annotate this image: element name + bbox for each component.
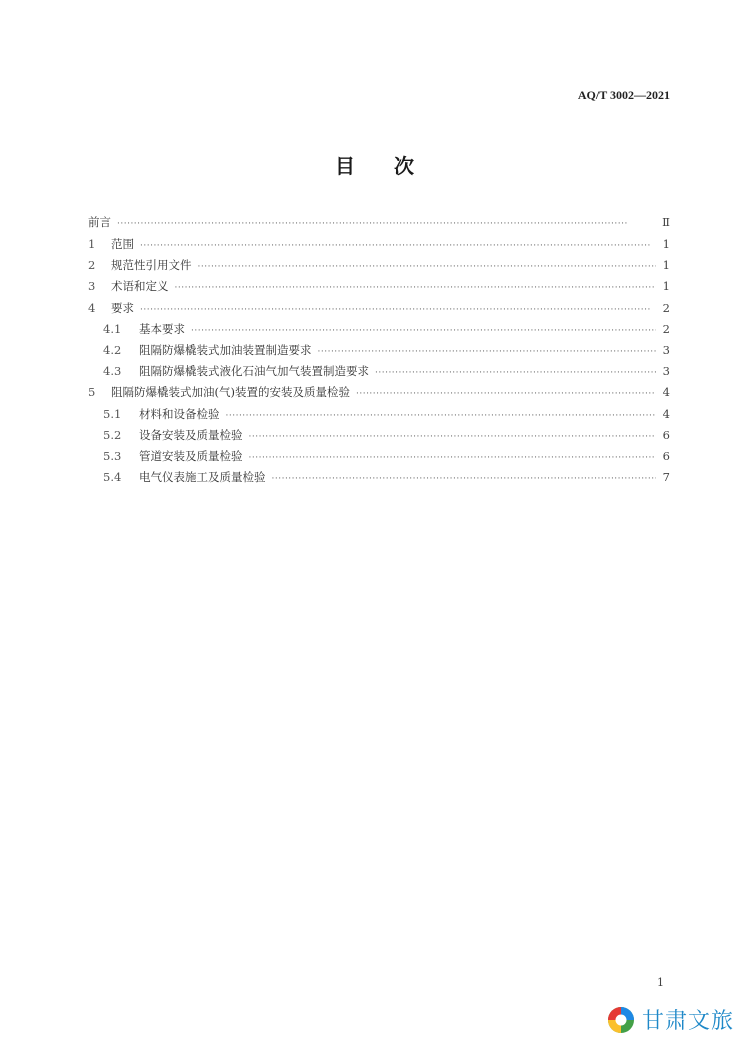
toc-entry-foreword[interactable] [88, 211, 670, 234]
toc-entry-label: 要求 [111, 300, 134, 315]
toc-subentry[interactable] [88, 467, 670, 488]
toc-entry-label: 术语和定义 [111, 279, 169, 294]
toc-entry-number: 5.4 [103, 470, 122, 485]
title-char-2: 次 [394, 154, 415, 178]
toc-subentry[interactable] [88, 404, 670, 425]
toc-entry[interactable] [88, 276, 670, 297]
page-number: 1 [657, 976, 664, 989]
toc-subentry[interactable] [88, 319, 670, 340]
toc-leader-dots [140, 236, 656, 255]
toc-leader-dots [318, 342, 657, 361]
page-title [0, 150, 750, 179]
toc-entry-number: 4.1 [103, 321, 122, 336]
toc-entry-page: 3 [662, 342, 670, 357]
toc-entry-number: 4.2 [103, 342, 122, 357]
toc-leader-dots [272, 469, 657, 488]
watermark [606, 1004, 734, 1035]
toc-entry-page: 1 [662, 279, 670, 294]
toc-entry-page: Ⅱ [662, 215, 670, 229]
toc-entry-number: 4 [88, 300, 96, 315]
toc-entry-page: 6 [662, 427, 670, 442]
watermark-text: 甘肃文旅 [641, 1009, 734, 1034]
toc-entry-number: 5 [88, 385, 96, 400]
toc-entry[interactable] [88, 298, 670, 319]
toc-entry-page: 1 [662, 237, 670, 251]
toc-entry-label: 阻隔防爆橇装式加油(气)装置的安装及质量检验 [111, 385, 350, 400]
toc-leader-dots [191, 321, 656, 340]
toc-entry-number: 5.1 [103, 406, 122, 421]
toc-leader-dots [140, 300, 656, 319]
toc-entry-label: 阻隔防爆橇装式加油装置制造要求 [139, 342, 312, 357]
standard-code: AQ/T 3002—2021 [577, 88, 670, 102]
toc-entry-number: 5.2 [103, 427, 122, 442]
toc-entry-label: 设备安装及质量检验 [139, 427, 243, 442]
toc-leader-dots [249, 427, 657, 446]
toc-entry-number: 2 [88, 258, 96, 273]
toc-entry-label: 管道安装及质量检验 [139, 448, 243, 463]
toc-entry-number: 1 [88, 237, 96, 251]
toc-entry-page: 4 [662, 385, 670, 400]
toc-entry-page: 2 [662, 300, 670, 315]
toc-leader-dots [226, 406, 657, 425]
toc-entry-page: 1 [662, 258, 670, 273]
toc-leader-dots [375, 363, 656, 382]
toc-entry-page: 6 [662, 448, 670, 463]
toc-subentry[interactable] [88, 425, 670, 446]
toc-entry-label: 阻隔防爆橇装式液化石油气加气装置制造要求 [139, 364, 369, 379]
toc-entry[interactable] [88, 255, 670, 276]
toc-entry-page: 4 [662, 406, 670, 421]
toc-entry-page: 3 [662, 364, 670, 379]
toc-leader-dots [117, 213, 656, 234]
toc-leader-dots [175, 278, 657, 297]
toc-entry[interactable] [88, 382, 670, 403]
toc-leader-dots [198, 257, 657, 276]
toc-entry-label: 基本要求 [139, 321, 185, 336]
toc-entry-label: 电气仪表施工及质量检验 [139, 470, 266, 485]
toc-entry-label: 材料和设备检验 [139, 406, 220, 421]
toc-entry-label: 前言 [88, 215, 111, 229]
toc-entry-number: 4.3 [103, 364, 122, 379]
toc-entry-number: 3 [88, 279, 96, 294]
toc-entry-page: 7 [662, 470, 670, 485]
toc-subentry[interactable] [88, 340, 670, 361]
toc-entry-label: 范围 [111, 237, 134, 251]
toc-subentry[interactable] [88, 446, 670, 467]
toc-entry-page: 2 [662, 321, 670, 336]
toc-entry-label: 规范性引用文件 [111, 258, 192, 273]
title-char-1: 目 [335, 154, 356, 178]
toc-entry-number: 5.3 [103, 448, 122, 463]
toc-entry[interactable] [88, 234, 670, 255]
toc-leader-dots [249, 448, 657, 467]
swirl-logo-icon [606, 1005, 636, 1035]
toc-subentry[interactable] [88, 361, 670, 382]
table-of-contents [88, 211, 670, 488]
toc-leader-dots [356, 384, 656, 403]
